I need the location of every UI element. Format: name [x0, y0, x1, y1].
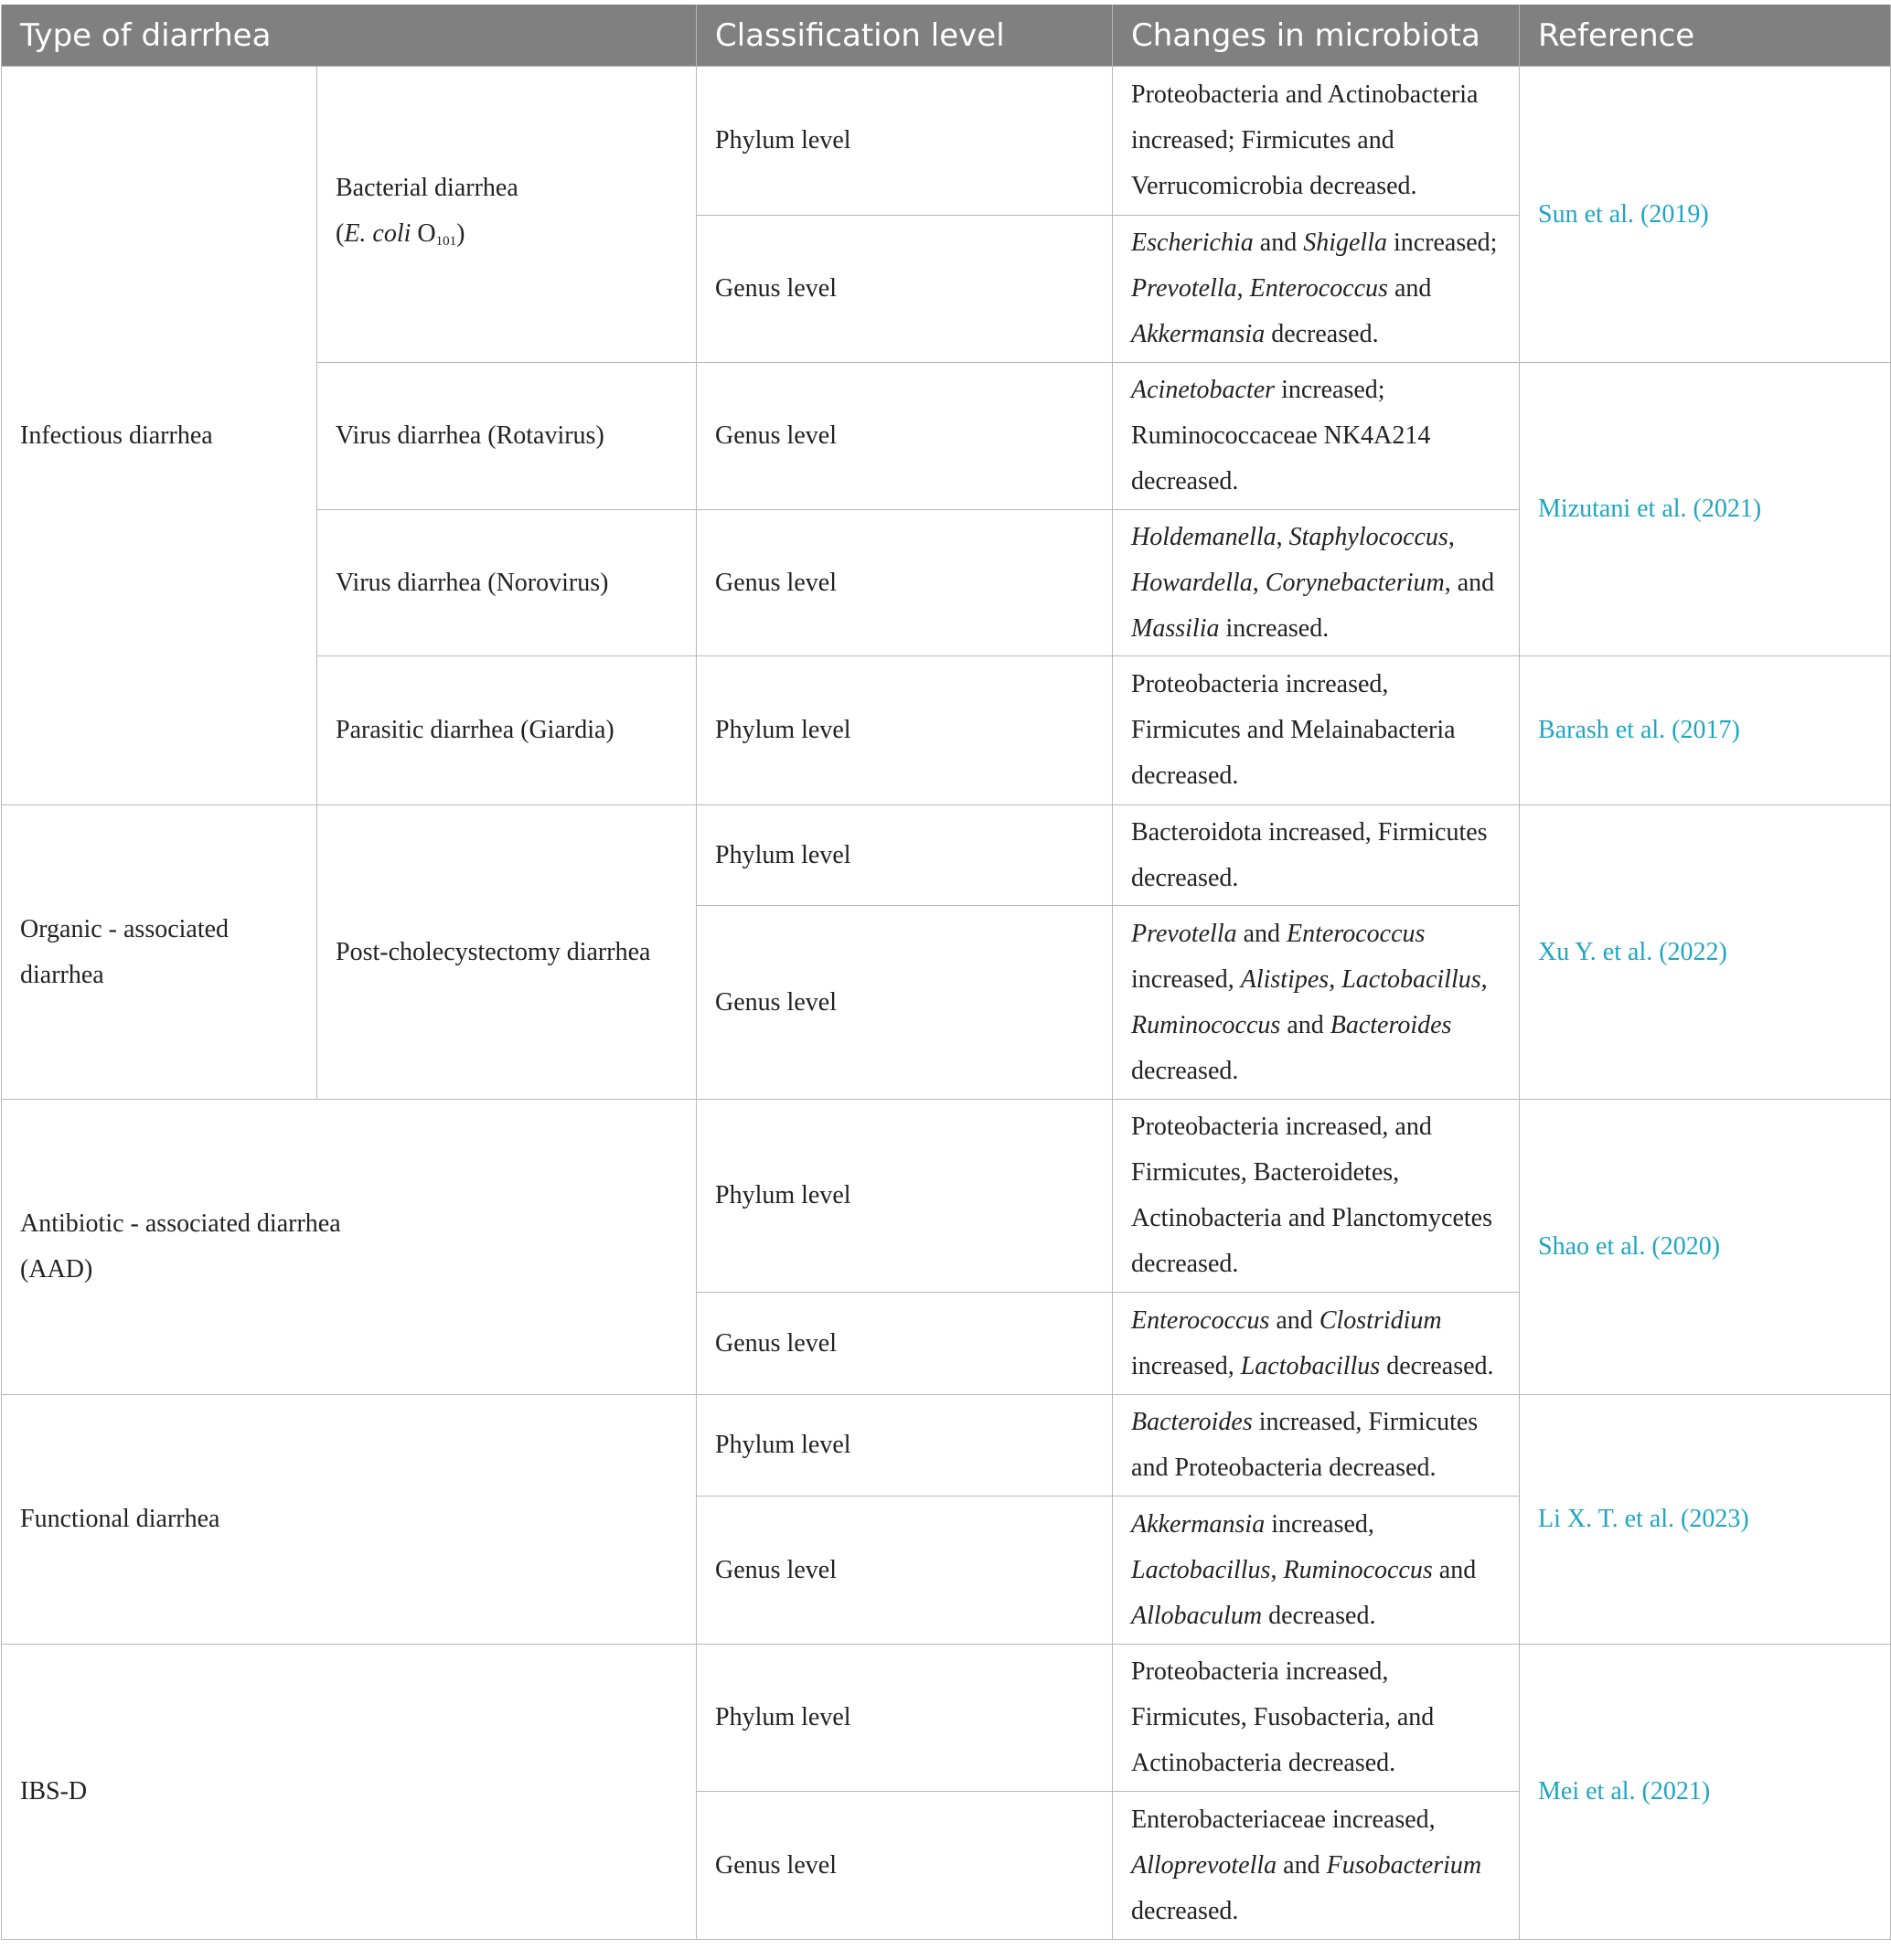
text-segment: decreased.: [1380, 1351, 1494, 1380]
taxon-name: Alloprevotella: [1131, 1850, 1277, 1880]
changes-cell: [1113, 656, 1520, 805]
text-segment: decreased.: [1262, 1601, 1376, 1630]
text-segment: Proteobacteria increased, and Firmicutes, Bacteroidetes, Actinobacteria and Planctomycetes decreased.: [1131, 1113, 1492, 1278]
type-cell: Organic - associated diarrhea: [2, 805, 317, 1100]
text-segment: increased,: [1131, 964, 1241, 994]
text-segment: increased; Ruminococcaceae NK4A214 decreased.: [1131, 376, 1431, 495]
text-segment: decreased.: [1131, 1056, 1239, 1085]
text-segment: increased;: [1386, 229, 1498, 257]
changes-cell: [1113, 906, 1520, 1100]
taxon-name: Prevotella: [1131, 274, 1237, 303]
reference-link[interactable]: Shao et al. (2020): [1520, 1100, 1891, 1395]
text-segment: ,: [1480, 964, 1488, 994]
text-segment: decreased.: [1131, 1896, 1239, 1925]
subtype-cell: Parasitic diarrhea (Giardia): [317, 656, 697, 805]
text-segment: Enterobacteriaceae increased,: [1131, 1805, 1436, 1834]
type-cell: Infectious diarrhea: [2, 67, 317, 805]
reference-link[interactable]: Xu Y. et al. (2022): [1520, 805, 1891, 1100]
table-header-row: [2, 5, 1891, 67]
text-segment: and: [1280, 1010, 1330, 1039]
taxon-name: Clostridium: [1319, 1305, 1442, 1335]
level-cell: Genus level: [697, 906, 1113, 1100]
level-cell: Phylum level: [697, 67, 1113, 216]
level-cell: Genus level: [697, 1293, 1113, 1395]
taxon-name: Staphylococcus: [1288, 522, 1448, 551]
changes-cell: [1113, 1497, 1520, 1645]
text-segment: ): [456, 218, 465, 248]
text-segment: and: [1432, 1555, 1477, 1584]
text-segment: Bacterial diarrhea: [336, 173, 518, 202]
taxon-name: Enterococcus: [1131, 1305, 1270, 1335]
reference-link[interactable]: Barash et al. (2017): [1520, 656, 1891, 805]
type-cell: Functional diarrhea: [2, 1395, 697, 1645]
header-type: Type of diarrhea: [2, 5, 697, 67]
taxon-name: E. coli: [344, 218, 411, 248]
text-segment: decreased.: [1265, 320, 1379, 348]
text-segment: increased, Firmicutes and Proteobacteria decreased.: [1131, 1408, 1479, 1482]
changes-cell: [1113, 510, 1520, 656]
text-segment: ,: [1270, 1555, 1284, 1584]
taxon-name: Lactobacillus: [1240, 1351, 1381, 1380]
changes-cell: [1113, 805, 1520, 906]
table-row: [2, 1645, 1891, 1792]
type-cell: Antibiotic - associated diarrhea (AAD): [2, 1100, 697, 1395]
changes-cell: [1113, 363, 1520, 510]
level-cell: Genus level: [697, 510, 1113, 656]
text-segment: and: [1253, 229, 1304, 257]
text-segment: Proteobacteria and Actinobacteria increased; Firmicutes and Verrucomicrobia decreased.: [1131, 80, 1479, 200]
text-segment: increased,: [1131, 1351, 1241, 1380]
level-cell: Genus level: [697, 1792, 1113, 1940]
text-segment: increased,: [1265, 1509, 1374, 1539]
text-segment: and: [1269, 1305, 1319, 1335]
level-cell: Phylum level: [697, 1645, 1113, 1792]
subtype-cell: Virus diarrhea (Rotavirus): [317, 363, 697, 510]
taxon-name: Akkermansia: [1131, 1509, 1266, 1539]
taxon-name: Howardella: [1131, 568, 1253, 597]
table-row: [2, 1395, 1891, 1497]
taxon-name: Lactobacillus: [1341, 964, 1481, 994]
changes-cell: [1113, 67, 1520, 216]
level-cell: Phylum level: [697, 805, 1113, 906]
table-row: [2, 805, 1891, 906]
taxon-name: Alistipes: [1240, 964, 1330, 994]
text-segment: ,: [1329, 964, 1342, 994]
changes-cell: [1113, 1100, 1520, 1293]
taxon-name: Ruminococcus: [1283, 1555, 1433, 1584]
changes-cell: [1113, 1792, 1520, 1940]
changes-cell: [1113, 216, 1520, 363]
text-segment: Proteobacteria increased, Firmicutes and Melainabacteria decreased.: [1131, 670, 1456, 790]
taxon-name: Bacteroides: [1131, 1408, 1253, 1436]
text-segment: ,: [1236, 274, 1250, 303]
type-cell: IBS-D: [2, 1645, 697, 1940]
taxon-name: Akkermansia: [1131, 320, 1266, 348]
level-cell: Phylum level: [697, 1100, 1113, 1293]
text-segment: and: [1277, 1850, 1327, 1880]
taxon-name: Prevotella: [1131, 919, 1237, 948]
header-reference: Reference: [1520, 5, 1891, 67]
subtype-cell: [317, 67, 697, 363]
taxon-name: Bacteroides: [1330, 1010, 1452, 1039]
table-row: [2, 67, 1891, 216]
level-cell: Genus level: [697, 1497, 1113, 1645]
header-classification: Classification level: [697, 5, 1113, 67]
taxon-name: Lactobacillus: [1131, 1555, 1271, 1584]
text-segment: , and: [1444, 568, 1495, 597]
text-segment: Proteobacteria increased, Firmicutes, Fusobacteria, and Actinobacteria decreased.: [1131, 1657, 1435, 1777]
reference-link[interactable]: Li X. T. et al. (2023): [1520, 1395, 1891, 1645]
taxon-name: Acinetobacter: [1131, 376, 1276, 404]
changes-cell: [1113, 1395, 1520, 1497]
text-segment: ,: [1276, 522, 1289, 551]
level-cell: Genus level: [697, 363, 1113, 510]
taxon-name: Ruminococcus: [1131, 1010, 1281, 1039]
taxon-name: Fusobacterium: [1326, 1850, 1482, 1880]
taxon-name: Allobaculum: [1131, 1601, 1263, 1630]
reference-link[interactable]: Mizutani et al. (2021): [1520, 363, 1891, 656]
taxon-name: Corynebacterium: [1265, 568, 1445, 597]
taxon-name: Holdemanella: [1131, 522, 1277, 551]
text-segment: Bacteroidota increased, Firmicutes decreased.: [1131, 817, 1488, 892]
text-segment: ,: [1252, 568, 1266, 597]
diarrhea-microbiota-table: [1, 5, 1891, 1940]
taxon-name: Enterococcus: [1287, 919, 1426, 948]
changes-cell: [1113, 1645, 1520, 1792]
taxon-name: Shigella: [1303, 229, 1387, 257]
reference-link[interactable]: Sun et al. (2019): [1520, 67, 1891, 363]
taxon-name: Massilia: [1131, 613, 1220, 643]
level-cell: Genus level: [697, 216, 1113, 363]
text-segment: and: [1387, 274, 1432, 303]
text-segment: increased.: [1219, 613, 1330, 643]
text-segment: O: [411, 218, 436, 248]
header-changes: Changes in microbiota: [1113, 5, 1520, 67]
reference-link[interactable]: Mei et al. (2021): [1520, 1645, 1891, 1940]
text-segment: ,: [1448, 522, 1455, 551]
text-segment: (: [336, 218, 345, 248]
level-cell: Phylum level: [697, 1395, 1113, 1497]
taxon-name: Enterococcus: [1249, 274, 1388, 303]
subtype-cell: Virus diarrhea (Norovirus): [317, 510, 697, 656]
table-row: [2, 1100, 1891, 1293]
changes-cell: [1113, 1293, 1520, 1395]
taxon-name: Escherichia: [1131, 229, 1254, 257]
level-cell: Phylum level: [697, 656, 1113, 805]
text-segment: 101: [435, 233, 457, 249]
subtype-cell: Post-cholecystectomy diarrhea: [317, 805, 697, 1100]
text-segment: and: [1236, 919, 1287, 948]
